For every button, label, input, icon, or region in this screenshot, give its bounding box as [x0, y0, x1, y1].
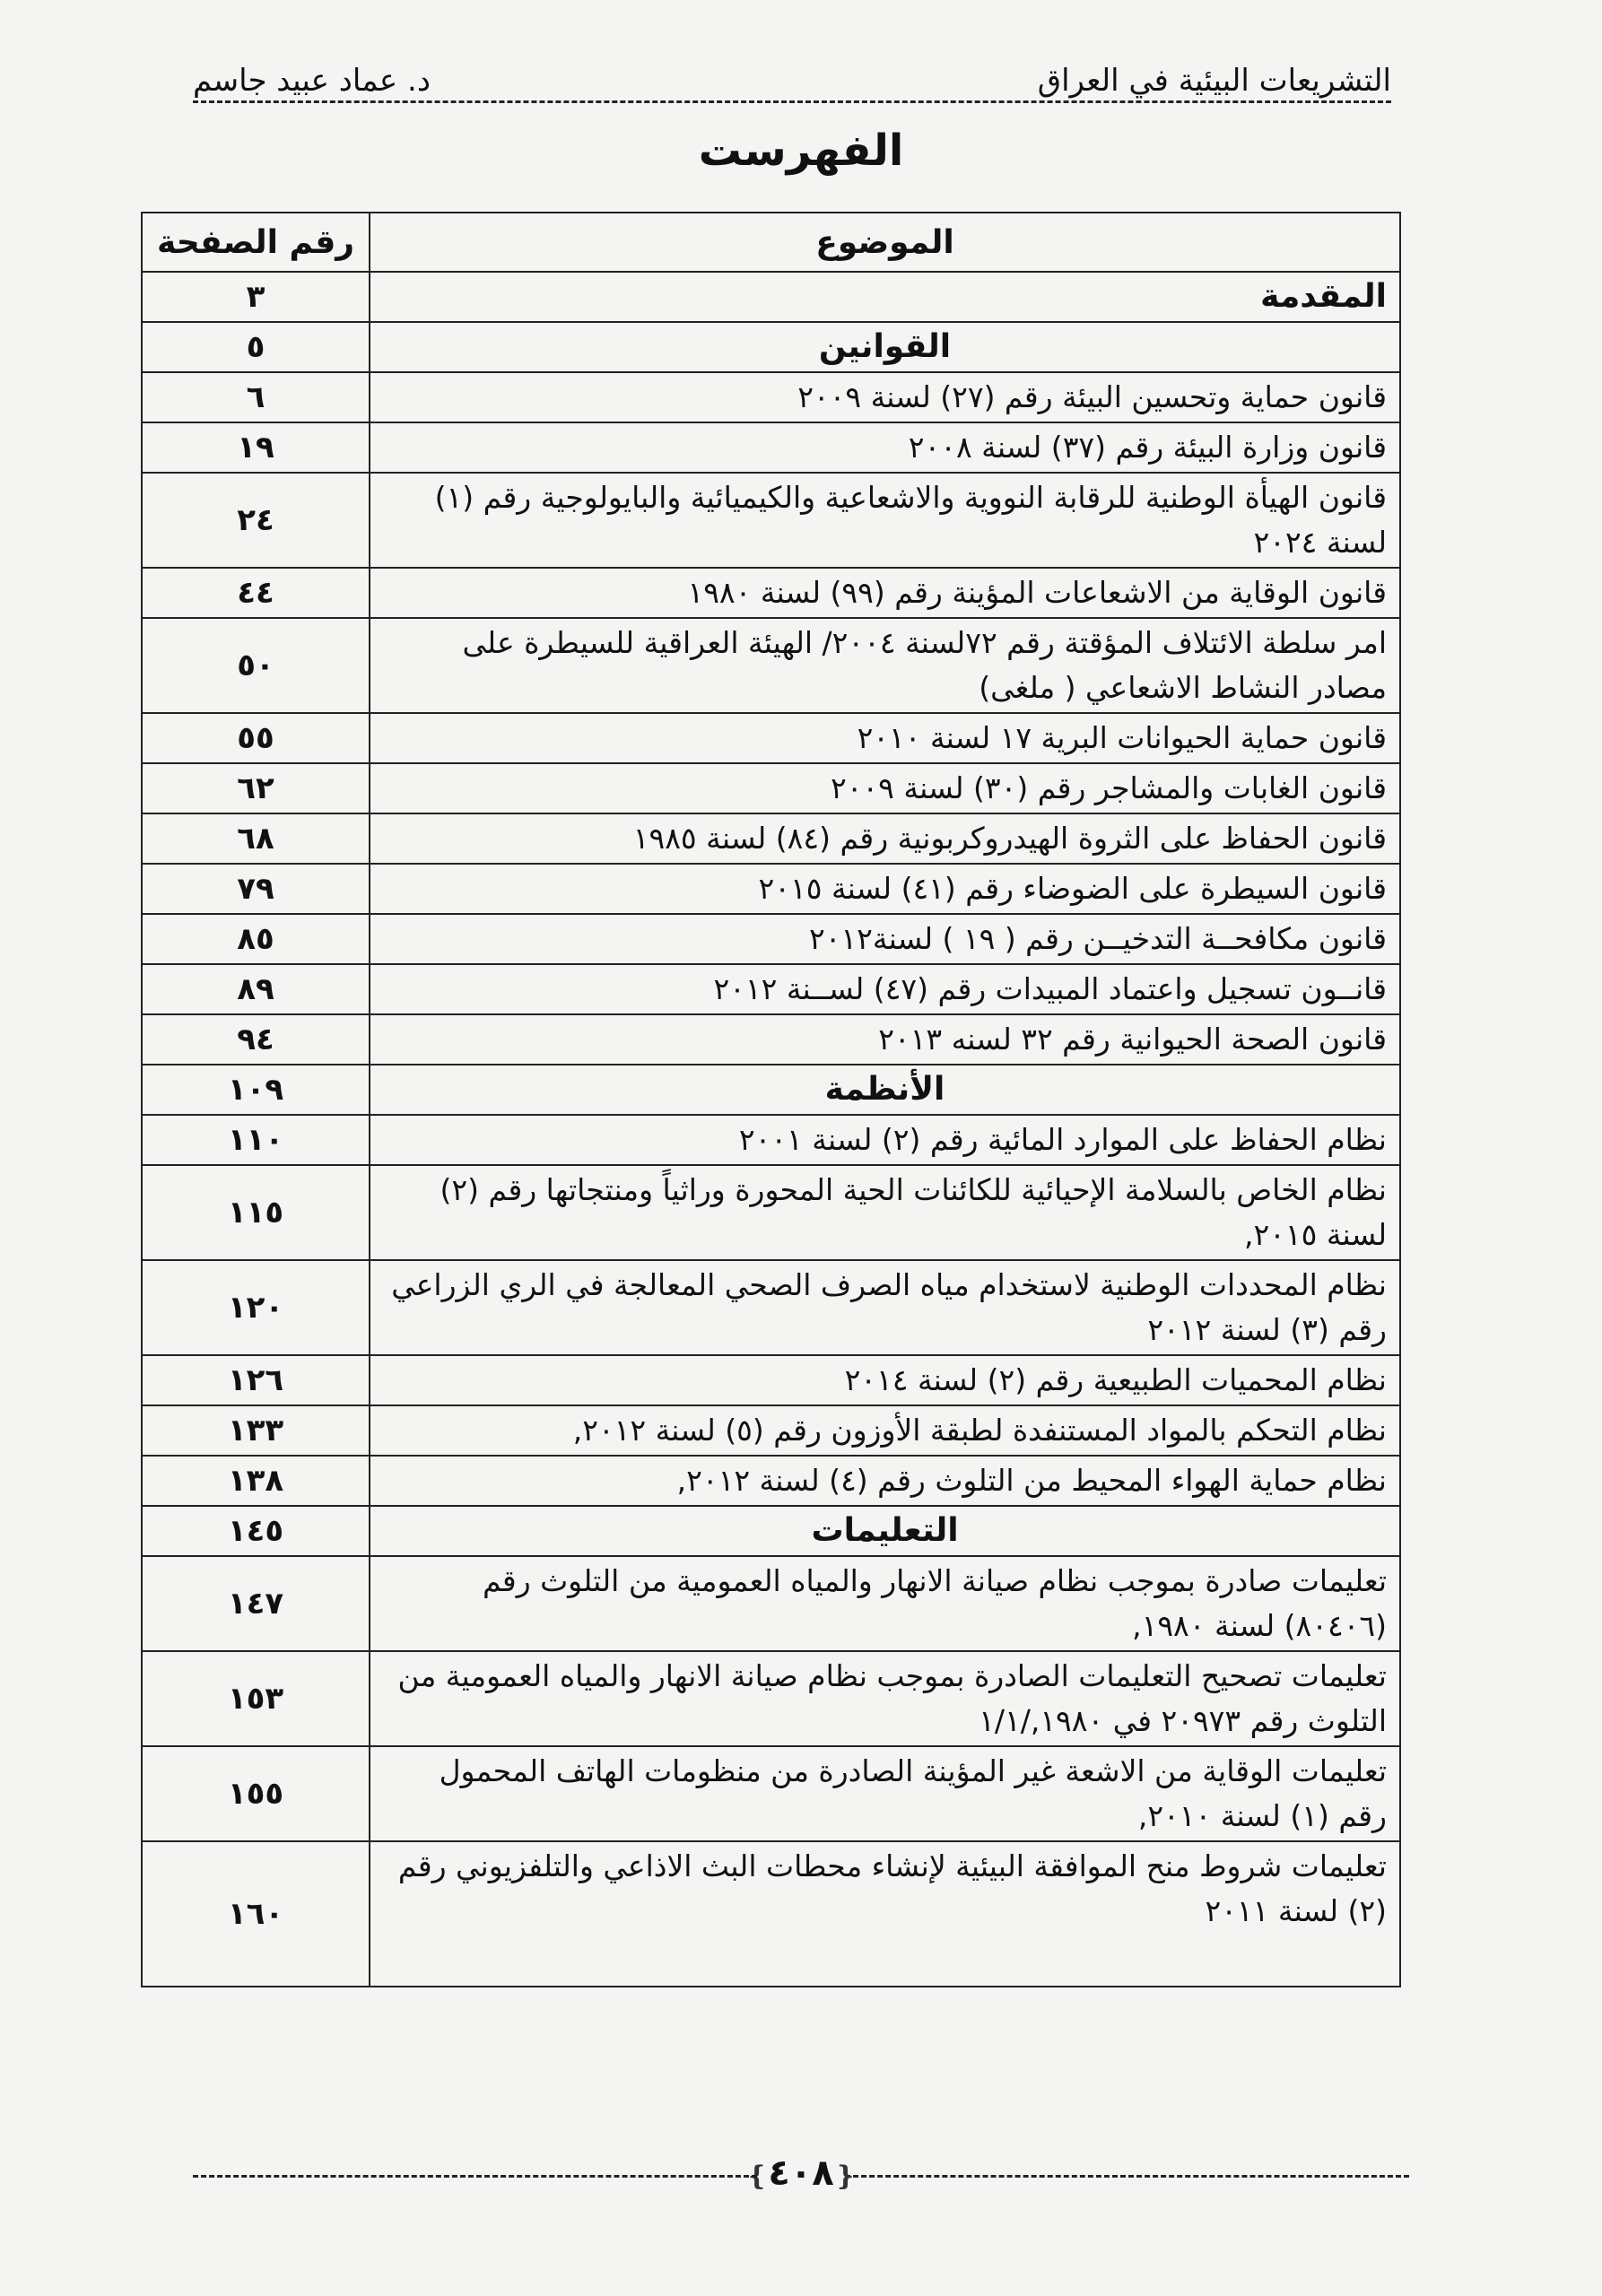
table-row — [142, 914, 1400, 964]
table-row — [142, 813, 1400, 864]
table-row — [142, 1355, 1400, 1405]
table-row — [142, 1014, 1400, 1065]
page-number — [711, 2152, 891, 2194]
topic-cell: نظام المحميات الطبيعية رقم (٢) لسنة ٢٠١٤ — [370, 1355, 1400, 1405]
page-number-cell: ٩٤ — [142, 1014, 370, 1065]
column-header-topic: الموضوع — [370, 213, 1400, 272]
ornament-left-icon: ❴ — [833, 2161, 857, 2192]
author-name: د. عماد عبيد جاسم — [193, 63, 431, 99]
topic-cell: امر سلطة الائتلاف المؤقتة رقم ٧٢لسنة ٢٠٠٤/ الهيئة العراقية للسيطرة على مصادر النشاط الاشعاعي ( ملغى) — [370, 618, 1400, 713]
topic-cell: قانون حماية الحيوانات البرية ١٧ لسنة ٢٠١٠ — [370, 713, 1400, 763]
table-row — [142, 473, 1400, 568]
page-number-cell: ٥ — [142, 322, 370, 372]
topic-cell: تعليمات تصحيح التعليمات الصادرة بموجب نظام صيانة الانهار والمياه العمومية من التلوث رقم ٢٠٩٧٣ في ١٩٨٠,/١/١ — [370, 1651, 1400, 1746]
page-number-cell: ١٠٩ — [142, 1065, 370, 1115]
topic-cell: قانون السيطرة على الضوضاء رقم (٤١) لسنة ٢٠١٥ — [370, 864, 1400, 914]
table-row — [142, 1841, 1400, 1987]
page-number-cell: ١٩ — [142, 422, 370, 473]
topic-cell: قانون الصحة الحيوانية رقم ٣٢ لسنه ٢٠١٣ — [370, 1014, 1400, 1065]
topic-cell: تعليمات الوقاية من الاشعة غير المؤينة الصادرة من منظومات الهاتف المحمول رقم (١) لسنة ٢٠١٠, — [370, 1746, 1400, 1841]
table-row — [142, 272, 1400, 322]
table-body — [142, 272, 1400, 1987]
table-row — [142, 568, 1400, 618]
table-row — [142, 964, 1400, 1014]
page-number-cell: ١١٥ — [142, 1165, 370, 1260]
topic-cell: تعليمات شروط منح الموافقة البيئية لإنشاء محطات البث الاذاعي والتلفزيوني رقم (٢) لسنة ٢٠١١ — [370, 1841, 1400, 1987]
page-number-cell: ٢٤ — [142, 473, 370, 568]
topic-cell: قانون الوقاية من الاشعاعات المؤينة رقم (٩٩) لسنة ١٩٨٠ — [370, 568, 1400, 618]
page-number-cell: ٨٥ — [142, 914, 370, 964]
topic-cell: قانون الغابات والمشاجر رقم (٣٠) لسنة ٢٠٠٩ — [370, 763, 1400, 813]
page-number-cell: ١٣٨ — [142, 1456, 370, 1506]
table-row — [142, 1065, 1400, 1115]
page-number-cell: ١٤٧ — [142, 1556, 370, 1651]
table-of-contents — [141, 212, 1401, 1987]
page-number-cell: ١٥٥ — [142, 1746, 370, 1841]
topic-cell: نظام المحددات الوطنية لاستخدام مياه الصرف الصحي المعالجة في الري الزراعي رقم (٣) لسنة ٢٠١٢ — [370, 1260, 1400, 1355]
page-number-cell: ٥٥ — [142, 713, 370, 763]
page-number-cell: ١٢٦ — [142, 1355, 370, 1405]
page-number-cell: ١٣٣ — [142, 1405, 370, 1456]
topic-cell: قانون الهيأة الوطنية للرقابة النووية والاشعاعية والكيميائية والبايولوجية رقم (١) لسنة ٢٠٢٤ — [370, 473, 1400, 568]
page-number-cell: ٦٢ — [142, 763, 370, 813]
page-number-cell: ٦ — [142, 372, 370, 422]
table-row — [142, 864, 1400, 914]
table-row — [142, 322, 1400, 372]
table-row — [142, 1506, 1400, 1556]
book-title: التشريعات البيئية في العراق — [1037, 63, 1391, 99]
page-number-cell: ٥٠ — [142, 618, 370, 713]
page-number-cell: ١٥٣ — [142, 1651, 370, 1746]
topic-cell: قانون الحفاظ على الثروة الهيدروكربونية رقم (٨٤) لسنة ١٩٨٥ — [370, 813, 1400, 864]
running-header — [193, 36, 1391, 99]
page-number-cell: ٣ — [142, 272, 370, 322]
topic-cell: نظام الحفاظ على الموارد المائية رقم (٢) لسنة ٢٠٠١ — [370, 1115, 1400, 1165]
table-row — [142, 372, 1400, 422]
table-row — [142, 618, 1400, 713]
page-number-cell: ٧٩ — [142, 864, 370, 914]
footer-divider-right — [845, 2175, 1409, 2180]
topic-cell: المقدمة — [370, 272, 1400, 322]
table-row — [142, 1260, 1400, 1355]
ornament-right-icon: ❵ — [745, 2161, 769, 2192]
topic-cell: قانون حماية وتحسين البيئة رقم (٢٧) لسنة ٢٠٠٩ — [370, 372, 1400, 422]
page-number-cell: ١٦٠ — [142, 1841, 370, 1987]
topic-cell: نظام الخاص بالسلامة الإحيائية للكائنات الحية المحورة وراثياً ومنتجاتها رقم (٢) لسنة ٢٠١٥, — [370, 1165, 1400, 1260]
table-row — [142, 1405, 1400, 1456]
table-row — [142, 763, 1400, 813]
section-heading: القوانين — [370, 322, 1400, 372]
table-row — [142, 1746, 1400, 1841]
page-number-cell: ١٢٠ — [142, 1260, 370, 1355]
page-number-cell: ٨٩ — [142, 964, 370, 1014]
header-divider — [193, 100, 1391, 103]
table-row — [142, 1556, 1400, 1651]
topic-cell: نظام حماية الهواء المحيط من التلوث رقم (٤) لسنة ٢٠١٢, — [370, 1456, 1400, 1506]
page-title: الفهرست — [698, 126, 904, 176]
table-row — [142, 1115, 1400, 1165]
topic-cell: تعليمات صادرة بموجب نظام صيانة الانهار والمياه العمومية من التلوث رقم (٨٠٤٠٦) لسنة ١٩٨٠, — [370, 1556, 1400, 1651]
footer-divider-left — [193, 2175, 757, 2180]
table-row — [142, 1165, 1400, 1260]
table-row — [142, 1456, 1400, 1506]
section-heading: الأنظمة — [370, 1065, 1400, 1115]
table-row — [142, 713, 1400, 763]
page-number-cell: ٤٤ — [142, 568, 370, 618]
column-header-page: رقم الصفحة — [142, 213, 370, 272]
table-header-row — [142, 213, 1400, 272]
page-number-value: ٤٠٨ — [768, 2152, 834, 2194]
topic-cell: قانون مكافحــة التدخيــن رقم ( ١٩ ) لسنة٢٠١٢ — [370, 914, 1400, 964]
page-number-cell: ٦٨ — [142, 813, 370, 864]
topic-cell: قانــون تسجيل واعتماد المبيدات رقم (٤٧) لســنة ٢٠١٢ — [370, 964, 1400, 1014]
topic-cell: قانون وزارة البيئة رقم (٣٧) لسنة ٢٠٠٨ — [370, 422, 1400, 473]
table-row — [142, 1651, 1400, 1746]
page-number-cell: ١١٠ — [142, 1115, 370, 1165]
page-number-cell: ١٤٥ — [142, 1506, 370, 1556]
section-heading: التعليمات — [370, 1506, 1400, 1556]
topic-cell: نظام التحكم بالمواد المستنفدة لطبقة الأوزون رقم (٥) لسنة ٢٠١٢, — [370, 1405, 1400, 1456]
table-row — [142, 422, 1400, 473]
